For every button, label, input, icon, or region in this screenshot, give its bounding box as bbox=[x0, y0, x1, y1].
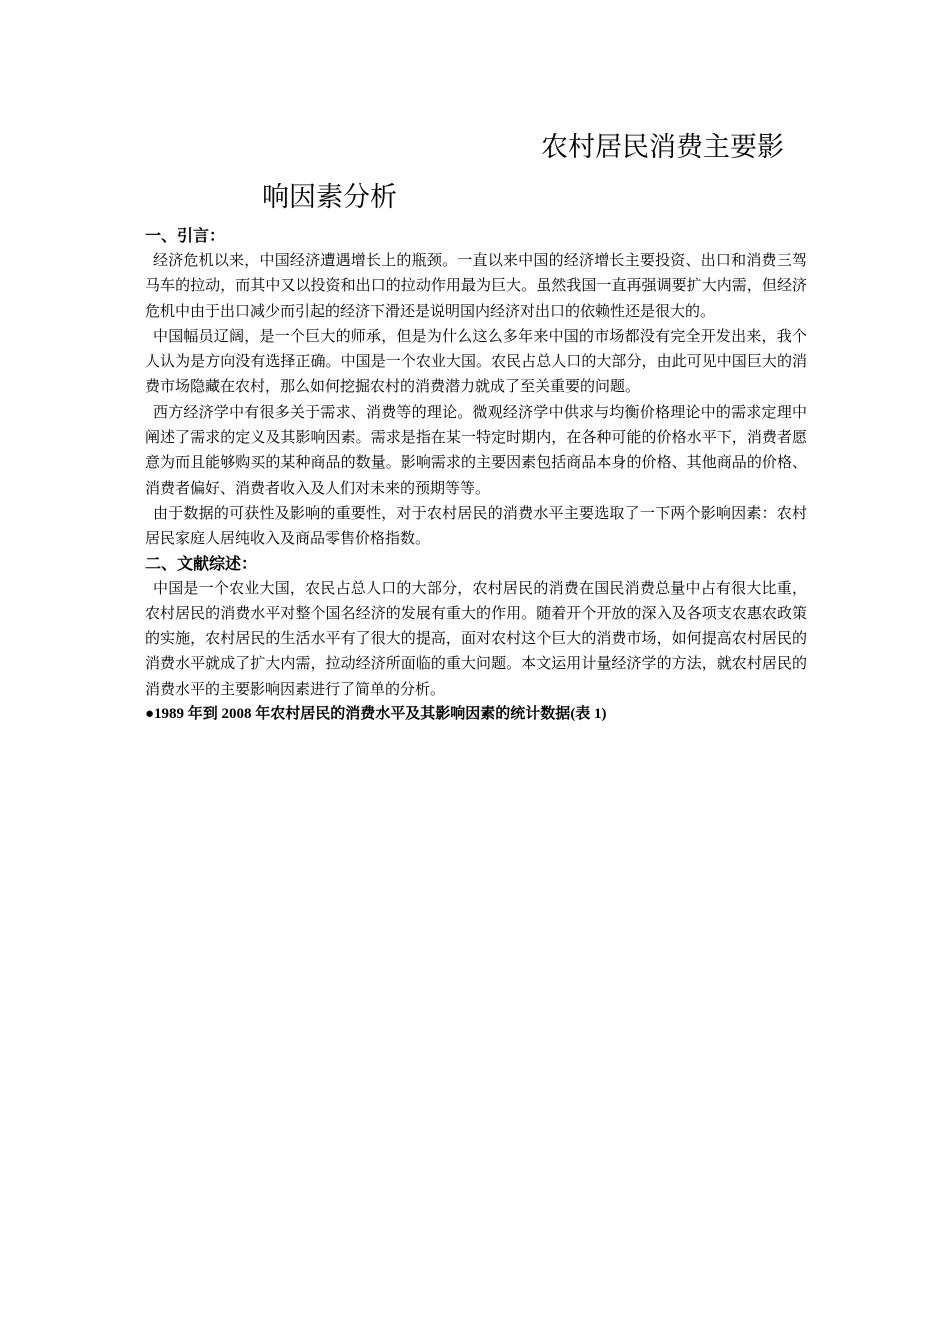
section-heading-literature-review: 二、文献综述： bbox=[145, 553, 258, 573]
paragraph: 中国幅员辽阔，是一个巨大的师承，但是为什么这么多年来中国的市场都没有完全开发出来，我个人认为是方向没有选择正确。中国是一个农业大国。农民占总人口的大部分，由此可见中国巨大的消费市场隐藏在农村，那么如何挖掘农村的消费潜力就成了至关重要的问题。 bbox=[145, 326, 807, 396]
document-title-line-1: 农村居民消费主要影 bbox=[541, 132, 784, 163]
paragraph: 中国是一个农业大国，农民占总人口的大部分，农村居民的消费在国民消费总量中占有很大比重，农村居民的消费水平对整个国名经济的发展有重大的作用。随着开个开放的深入及各项支农惠农政策的实施，农村居民的生活水平有了很大的提高，面对农村这个巨大的消费市场，如何提高农村居民的消费水平就成了扩大内需，拉动经济所面临的重大问题。本文运用计量经济学的方法，就农村居民的消费水平的主要影响因素进行了简单的分析。 bbox=[145, 578, 807, 698]
paragraph: 西方经济学中有很多关于需求、消费等的理论。微观经济学中供求与均衡价格理论中的需求定理中阐述了需求的定义及其影响因素。需求是指在某一特定时期内，在各种可能的价格水平下，消费者愿意为而且能够购买的某种商品的数量。影响需求的主要因素包括商品本身的价格、其他商品的价格、消费者偏好、消费者收入及人们对未来的预期等等。 bbox=[145, 402, 807, 497]
document-title-line-2: 响因素分析 bbox=[262, 182, 397, 213]
paragraph: 经济危机以来，中国经济遭遇增长上的瓶颈。一直以来中国的经济增长主要投资、出口和消费三驾马车的拉动，而其中又以投资和出口的拉动作用最为巨大。虽然我国一直再强调要扩大内需，但经济危机中由于出口减少而引起的经济下滑还是说明国内经济对出口的依赖性还是很大的。 bbox=[145, 251, 807, 320]
paragraph: 由于数据的可获性及影响的重要性，对于农村居民的消费水平主要选取了一下两个影响因素：农村居民家庭人居纯收入及商品零售价格指数。 bbox=[145, 503, 807, 548]
section-heading-introduction: 一、引言： bbox=[145, 226, 226, 245]
table-caption-note: ●1989 年到 2008 年农村居民的消费水平及其影响因素的统计数据(表 1) bbox=[145, 706, 607, 723]
document-body bbox=[145, 224, 807, 727]
